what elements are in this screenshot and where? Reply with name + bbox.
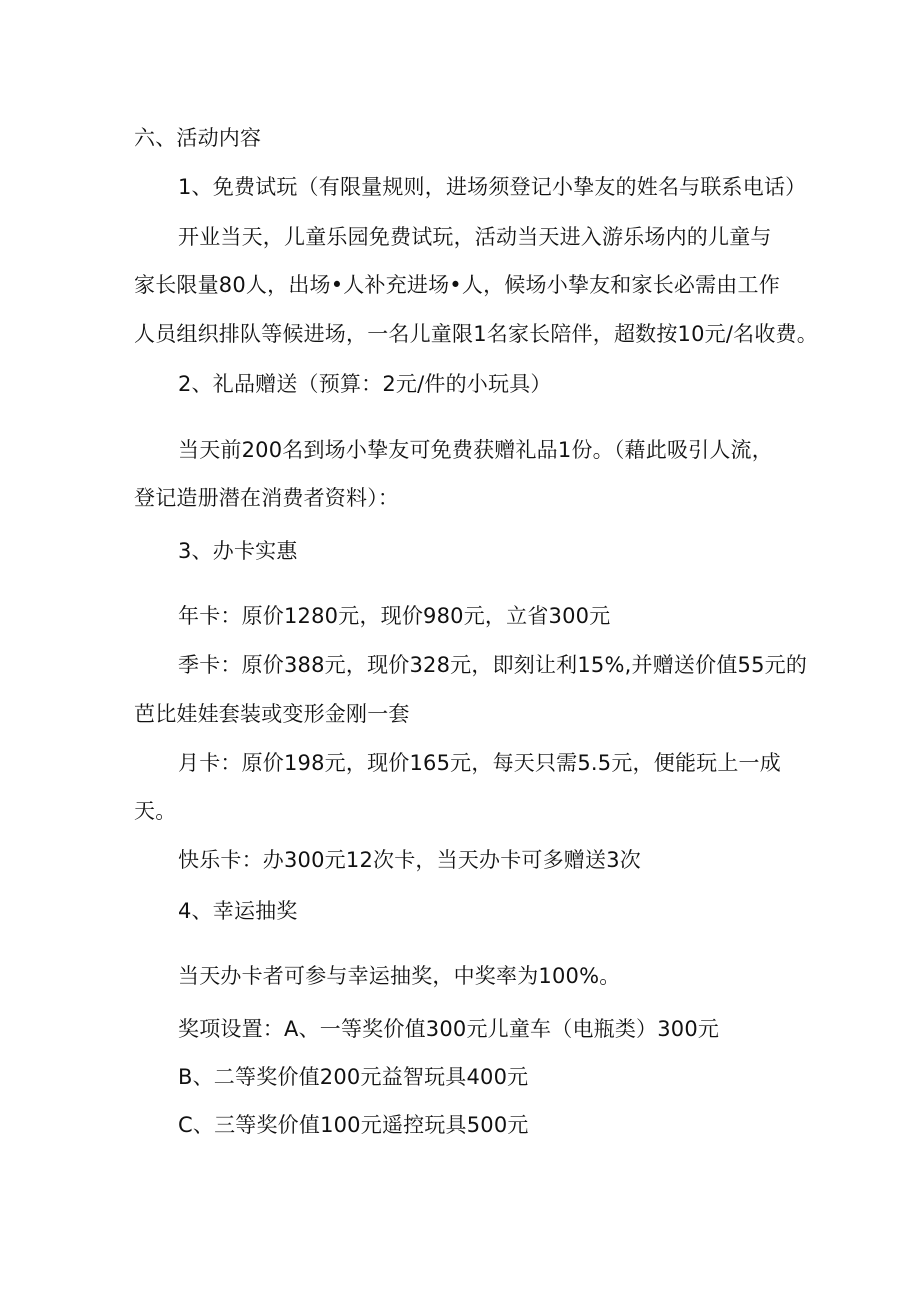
item1-paragraph-line: 人员组织排队等候进场，一名儿童限1名家长陪伴，超数按10元/名收费。: [134, 322, 818, 346]
prize-c-line: C、三等奖价值100元遥控玩具500元: [178, 1113, 529, 1137]
prize-a-line: 奖项设置：A、一等奖价值300元儿童车（电瓶类）300元: [178, 1017, 720, 1041]
happy-card-line: 快乐卡：办300元12次卡，当天办卡可多赠送3次: [178, 848, 641, 872]
month-card-line: 天。: [134, 799, 177, 823]
annual-card-line: 年卡：原价1280元，现价980元，立省300元: [178, 604, 611, 628]
item1-heading: 1、免费试玩（有限量规则，进场须登记小挚友的姓名与联系电话）: [178, 175, 807, 199]
prize-b-line: B、二等奖价值200元益智玩具400元: [178, 1065, 529, 1089]
quarter-card-line: 季卡：原价388元，现价328元，即刻让利15%,并赠送价值55元的: [178, 653, 808, 677]
item2-paragraph-line: 当天前200名到场小挚友可免费获赠礼品1份。（藉此吸引人流，: [178, 438, 773, 462]
item1-paragraph-line: 开业当天，儿童乐园免费试玩，活动当天进入游乐场内的儿童与: [178, 225, 772, 249]
item4-heading: 4、幸运抽奖: [178, 899, 298, 923]
lottery-intro: 当天办卡者可参与幸运抽奖，中奖率为100%。: [178, 964, 621, 988]
item1-paragraph-line: 家长限量80人，出场•人补充进场•人，候场小挚友和家长必需由工作: [134, 273, 780, 297]
item2-heading: 2、礼品赠送（预算：2元/件的小玩具）: [178, 372, 552, 396]
section-title: 六、活动内容: [134, 126, 262, 150]
month-card-line: 月卡：原价198元，现价165元，每天只需5.5元，便能玩上一成: [178, 751, 781, 775]
item2-paragraph-line: 登记造册潜在消费者资料）：: [134, 486, 400, 510]
item3-heading: 3、办卡实惠: [178, 539, 298, 563]
quarter-card-line: 芭比娃娃套装或变形金刚一套: [134, 702, 410, 726]
